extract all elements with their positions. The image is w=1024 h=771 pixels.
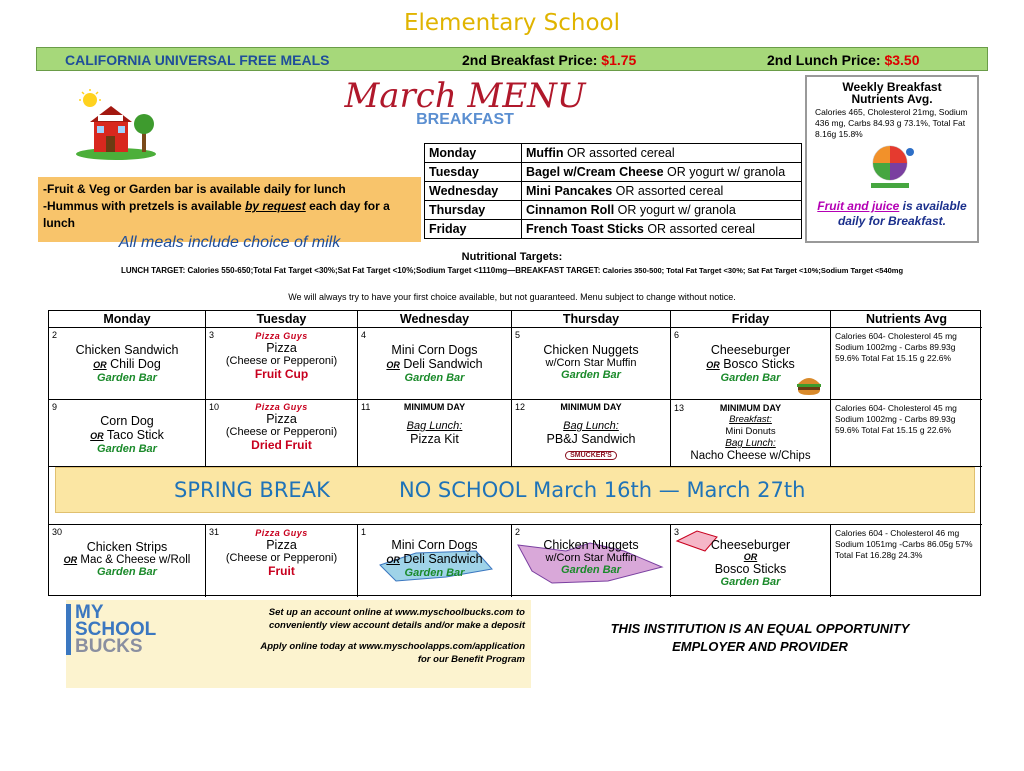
- pizza-guys-logo: Pizza Guys: [255, 528, 308, 538]
- myschoolbucks-logo: MY SCHOOL BUCKS: [66, 604, 158, 655]
- burger-icon: [796, 374, 822, 396]
- day-cell: 12 MINIMUM DAY Bag Lunch: PB&J Sandwich SMUCKER'S: [512, 400, 671, 467]
- lunch-price: 2nd Lunch Price: $3.50: [767, 52, 920, 68]
- equal-opportunity-statement: THIS INSTITUTION IS AN EQUAL OPPORTUNITY EMPLOYER AND PROVIDER: [610, 621, 910, 654]
- day-cell: 6 Cheeseburger OR Bosco Sticks Garden Bar: [671, 328, 831, 400]
- spring-break-banner: SPRING BREAK NO SCHOOL March 16th — March 27th: [55, 467, 975, 513]
- table-row: Friday French Toast Sticks OR assorted cereal: [425, 220, 802, 239]
- nutrients-cell: Calories 604- Cholesterol 45 mg Sodium 1002mg - Carbs 89.93g 59.6% Total Fat 15.15 g 22.6%: [831, 328, 982, 400]
- program-name: CALIFORNIA UNIVERSAL FREE MEALS: [65, 52, 330, 68]
- pizza-guys-logo: Pizza Guys: [255, 331, 308, 341]
- table-row: Thursday Cinnamon Roll OR yogurt w/ granola: [425, 201, 802, 220]
- lunch-note: -Fruit & Veg or Garden bar is available daily for lunch -Hummus with pretzels is available by request each day for a lunch All meals include choice of milk: [38, 177, 421, 242]
- header-friday: Friday: [671, 311, 831, 328]
- price-bar: [36, 47, 988, 71]
- day-cell: 2 Chicken Sandwich OR Chili Dog Garden Bar: [49, 328, 206, 400]
- breakfast-price: 2nd Breakfast Price: $1.75: [462, 52, 637, 68]
- weekly-nutrients: Calories 465, Cholesterol 21mg, Sodium 436 mg, Carbs 84.93 g 73.1%, Total Fat 8.16g 15.8%: [815, 107, 968, 139]
- table-row: Wednesday Mini Pancakes OR assorted cereal: [425, 182, 802, 201]
- nutrients-cell: Calories 604- Cholesterol 45 mg Sodium 1002mg - Carbs 89.93g 59.6% Total Fat 15.15 g 22.6%: [831, 400, 982, 467]
- smuckers-logo: SMUCKER'S: [565, 451, 617, 460]
- nutrition-title: Nutritional Targets:: [461, 251, 563, 263]
- day-cell: 11 MINIMUM DAY Bag Lunch: Pizza Kit: [358, 400, 512, 467]
- header-thursday: Thursday: [512, 311, 671, 328]
- day-cell: 3 Cheeseburger OR Bosco Sticks Garden Bar: [671, 525, 831, 597]
- day-cell: 5 Chicken Nuggets w/Corn Star Muffin Garden Bar: [512, 328, 671, 400]
- day-cell: 9 Corn Dog OR Taco Stick Garden Bar: [49, 400, 206, 467]
- lunch-calendar: [48, 310, 981, 596]
- table-row: Tuesday Bagel w/Cream Cheese OR yogurt w/ granola: [425, 163, 802, 182]
- nutrition-targets: LUNCH TARGET: Calories 550-650;Total Fat Target <30%;Sat Fat Target <10%;Sodium Target <1110mg—BREAKFAST TARGET: Calories 350-500; Total Fat Target <30%; Sat Fat Target <10%;Sodium Target <540mg: [120, 266, 904, 275]
- header-wednesday: Wednesday: [358, 311, 512, 328]
- day-cell: 10 Pizza Guys Pizza (Cheese or Pepperoni) Dried Fruit: [206, 400, 358, 467]
- day-cell: 31 Pizza Guys Pizza (Cheese or Pepperoni) Fruit: [206, 525, 358, 597]
- breakfast-table: [424, 143, 802, 239]
- header-nutrients: Nutrients Avg: [831, 311, 982, 328]
- day-cell: 4 Mini Corn Dogs OR Deli Sandwich Garden Bar: [358, 328, 512, 400]
- day-cell: 3 Pizza Guys Pizza (Cheese or Pepperoni) Fruit Cup: [206, 328, 358, 400]
- table-row: Monday Muffin OR assorted cereal: [425, 144, 802, 163]
- day-cell: 1 Mini Corn Dogs OR Deli Sandwich Garden Bar: [358, 525, 512, 597]
- menu-title: March MENU: [344, 76, 586, 116]
- fruit-juice-note: Fruit and juice is available daily for Breakfast.: [817, 199, 967, 228]
- milk-note: All meals include choice of milk: [118, 234, 341, 251]
- myplate-icon: [865, 143, 915, 189]
- header-tuesday: Tuesday: [206, 311, 358, 328]
- menu-subtitle: BREAKFAST: [416, 111, 514, 128]
- myschoolbucks-box: [66, 600, 531, 688]
- weekly-title: Weekly Breakfast Nutrients Avg.: [842, 80, 942, 106]
- disclaimer: We will always try to have your first choice available, but not guaranteed. Menu subject to change without notice.: [288, 292, 736, 302]
- nutrients-cell: Calories 604 - Cholesterol 46 mg Sodium 1051mg -Carbs 86.05g 57% Total Fat 16.28g 24.3%: [835, 528, 973, 560]
- day-cell: 30 Chicken Strips OR Mac & Cheese w/Roll Garden Bar: [49, 525, 206, 597]
- weekly-breakfast-box: [805, 75, 979, 243]
- myschoolbucks-text: Set up an account online at www.myschoolbucks.com to conveniently view account details and/or make a deposit Apply online today at www.myschoolapps.com/application for our Benefit Program: [260, 607, 525, 665]
- day-cell: 2 Chicken Nuggets w/Corn Star Muffin Garden Bar: [512, 525, 671, 597]
- day-cell: 13 MINIMUM DAY Breakfast: Mini Donuts Bag Lunch: Nacho Cheese w/Chips: [671, 400, 831, 467]
- header-monday: Monday: [49, 311, 206, 328]
- pizza-guys-logo: Pizza Guys: [255, 402, 308, 412]
- school-title: Elementary School: [403, 10, 621, 36]
- school-house-icon: [72, 88, 160, 160]
